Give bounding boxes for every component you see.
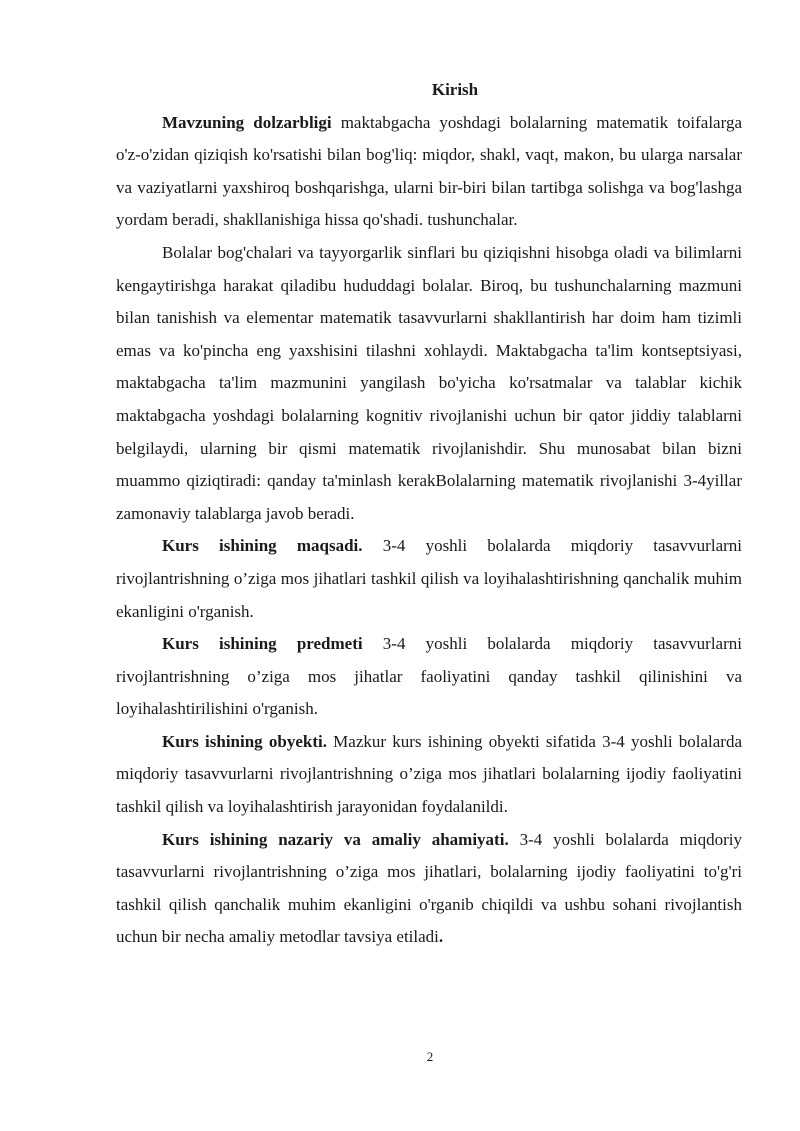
paragraph-text: Mazkur kurs ishining obyekti sifatida 3-4 yoshli bolalarda miqdoriy tasavvurlarni rivojlantrishning o’ziga mos jihatlari bolalarning ijodiy faoliyatini tashkil qilish va loyihalashtirish jarayonidan foydalanildi. <box>116 731 742 817</box>
paragraph-subject <box>116 628 742 726</box>
paragraph-lead: Kurs ishining predmeti <box>162 634 363 654</box>
document-page <box>116 74 742 954</box>
paragraph-text: 3-4 yoshli bolalarda miqdoriy tasavvurlarni rivojlantrishning o’ziga mos jihatlar faoliyatini qanday tashkil qilinishini va loyihalashtirilishini o'rganish. <box>116 634 742 719</box>
paragraph-goal <box>116 530 742 628</box>
paragraph-tail: . <box>438 927 444 947</box>
paragraph-lead: Kurs ishining maqsadi. <box>162 536 363 556</box>
paragraph-relevance <box>116 107 742 237</box>
page-number: 2 <box>426 1049 434 1064</box>
section-title: Kirish <box>431 80 479 99</box>
paragraph-text: 3-4 yoshli bolalarda miqdoriy tasavvurlarni rivojlantrishning o’ziga mos jihatlari, bolalarning ijodiy faoliyatini to'g'ri tashkil qilish qanchalik muhim ekanligini o'rganib chiqildi va ushbu sohani rivojlantish uchun bir necha amaliy metodlar tavsiya etiladi <box>116 829 742 947</box>
paragraph-lead: Kurs ishining nazariy va amaliy ahamiyati. <box>162 829 509 849</box>
paragraph-lead: Mavzuning dolzarbligi <box>162 112 332 132</box>
paragraph-text: Bolalar bog'chalari va tayyorgarlik sinflari bu qiziqishni hisobga oladi va bilimlarni kengaytirishga harakat qiladibu hududdagi bolalar. Biroq, bu tushunchalarning mazmuni bilan tanishish va elementar matematik tasavvurlarni shakllantirish har doim ham tizimli emas va ko'pincha eng yaxshisini tilashni xohlaydi. Maktabgacha ta'lim kontseptsiyasi, maktabgacha ta'lim mazmunini yangilash bo'yicha ko'rsatmalar va talablar kichik maktabgacha yoshdagi bolalarning kognitiv rivojlanishi uchun bir qator jiddiy talablarni belgilaydi, ularning bir qismi matematik rivojlanishdir. Shu munosabat bilan bizni muammo qiziqtiradi: qanday ta'minlash kerakBolalarning matematik rivojlanishi 3-4yillar zamonaviy talablarga javob beradi. <box>116 242 742 523</box>
paragraph-object <box>116 726 742 824</box>
paragraph-text: maktabgacha yoshdagi bolalarning matematik toifalarga o'z-o'zidan qiziqish ko'rsatishi bilan bog'liq: miqdor, shakl, vaqt, makon, bu ularga narsalar va vaziyatlarni yaxshiroq boshqarishga, ularni bir-biri bilan tartibga solishga va bog'lashga yordam beradi, shakllanishiga hissa qo'shadi. tushunchalar. <box>116 112 742 230</box>
paragraph-text: 3-4 yoshli bolalarda miqdoriy tasavvurlarni rivojlantrishning o’ziga mos jihatlari tashkil qilish va loyihalashtirishning qanchalik muhim ekanligini o'rganish. <box>116 536 742 621</box>
paragraph-lead: Kurs ishining obyekti. <box>162 731 327 751</box>
paragraph-context <box>116 237 742 530</box>
paragraph-significance <box>116 824 742 954</box>
